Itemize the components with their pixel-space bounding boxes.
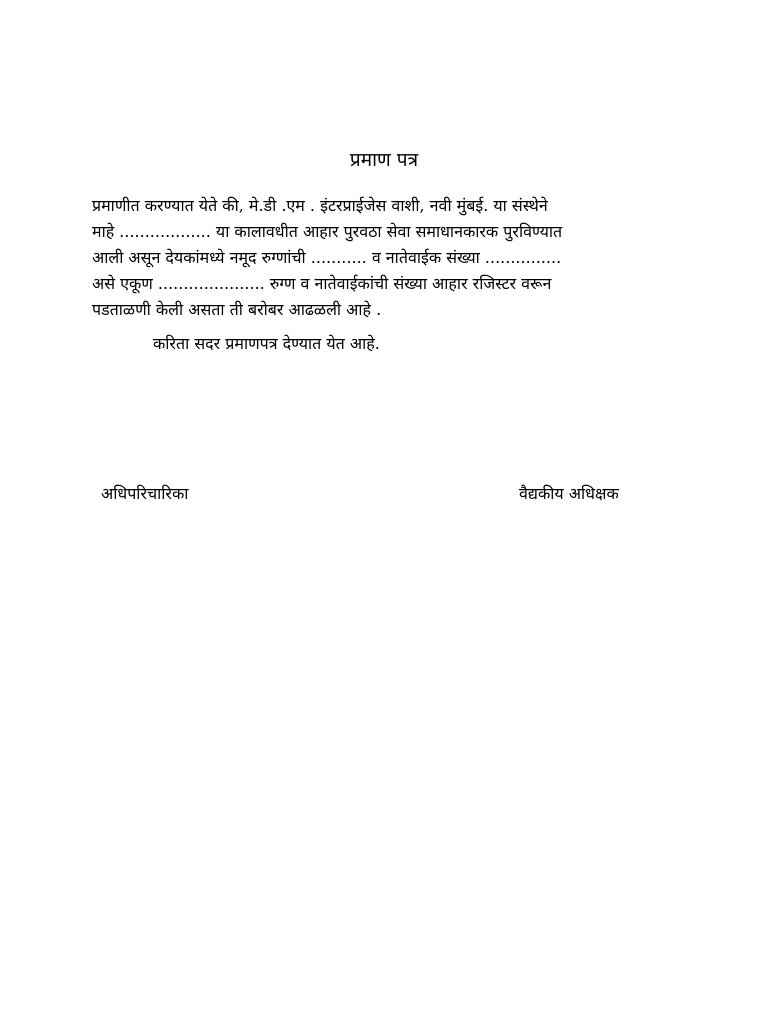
body-line-2: माहे .................. या कालावधीत आहार पुरवठा सेवा समाधानकारक पुरविण्यात: [92, 222, 563, 241]
signature-medical-superintendent: वैद्यकीय अधिक्षक: [519, 484, 619, 503]
body-line-4: असे एकूण ..................... रुग्ण व नातेवाईकांची संख्या आहार रजिस्टर वरून: [92, 274, 552, 293]
document-title: प्रमाण पत्र: [349, 149, 419, 171]
signature-head-nurse: अधिपरिचारिका: [101, 484, 189, 503]
body-line-5: पडताळणी केली असता ती बरोबर आढळली आहे .: [92, 300, 382, 319]
certificate-body: [92, 193, 682, 323]
body-line-1: प्रमाणीत करण्यात येते की, मे.डी .एम . इंटरप्राईजेस वाशी, नवी मुंबई. या संस्थेने: [92, 196, 548, 215]
closing-statement: करिता सदर प्रमाणपत्र देण्यात येत आहे.: [153, 334, 380, 353]
body-line-3: आली असून देयकांमध्ये नमूद रुग्णांची ........... व नातेवाईक संख्या ...............: [92, 248, 562, 267]
